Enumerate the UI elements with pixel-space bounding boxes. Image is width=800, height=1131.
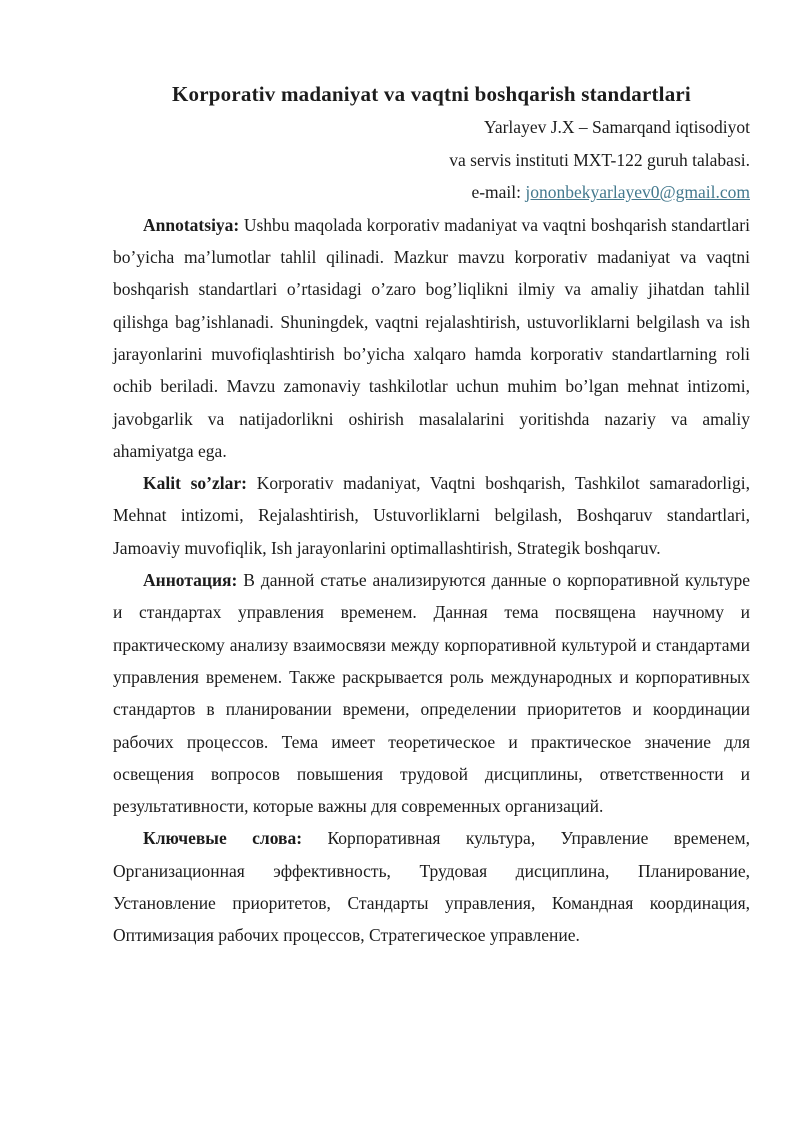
paragraph-klyuchevye-slova (113, 822, 750, 951)
paragraph-text: В данной статье анализируются данные о корпоративной культуре и стандартах управления временем. Данная тема посвящена научному и практическому анализу взаимосвязи между корпоративной культурой и стандартами управления временем. Также раскрывается роль международных и корпоративных стандартов в планировании времени, определении приоритетов и координации рабочих процессов. Тема имеет теоретическое и практическое значение для освещения вопросов повышения трудовой дисциплины, ответственности и результативности, которые важны для современных организаций. (113, 570, 750, 817)
email-label: e-mail: (471, 182, 526, 203)
paragraph-text: Корпоративная культура, Управление временем, Организационная эффективность, Трудовая дисциплина, Планирование, Установление приоритетов, Стандарты управления, Командная координация, Оптимизация рабочих процессов, Стратегическое управление. (113, 828, 750, 946)
page-title: Korporativ madaniyat va vaqtni boshqarish standartlari (172, 82, 691, 106)
paragraph-kalit-sozlar (113, 467, 750, 564)
paragraph-lead: Kalit so’zlar: (143, 473, 247, 494)
email-link[interactable]: jononbekyarlayev0@gmail.com (525, 182, 750, 203)
paragraph-annotatsiya (113, 209, 750, 467)
paragraph-text: Ushbu maqolada korporativ madaniyat va vaqtni boshqarish standartlari bo’yicha ma’lumotlar tahlil qilinadi. Mazkur mavzu korporativ madaniyat va vaqtni boshqarish standartlari o’rtasidagi o’zaro bog’liqlikni ilmiy va amaliy jihatdan tahlil qilishga bag’ishlanadi. Shuningdek, vaqtni rejalashtirish, ustuvorliklarni belgilash va ish jarayonlarini muvofiqlashtirish bo’yicha xalqaro hamda korporativ standartlarning roli ochib beriladi. Mavzu zamonaviy tashkilotlar uchun muhim bo’lgan mehnat intizomi, javobgarlik va natijadorlikni oshirish masalalarini yoritishda nazariy va amaliy ahamiyatga ega. (113, 214, 750, 461)
paragraph-lead: Аннотация: (143, 570, 238, 591)
email-line (113, 176, 750, 209)
affiliation-line: va servis instituti MXT-122 guruh talabasi. (449, 149, 750, 170)
paragraph-lead: Ключевые слова: (143, 828, 303, 849)
paragraph-text: Korporativ madaniyat, Vaqtni boshqarish, Tashkilot samaradorligi, Mehnat intizomi, Rejalashtirish, Ustuvorliklarni belgilash, Boshqaruv standartlari, Jamoaviy muvofiqlik, Ish jarayonlarini optimallashtirish, Strategik boshqaruv. (113, 473, 750, 558)
author-block (113, 111, 750, 209)
paragraph-annotaciya-ru (113, 564, 750, 822)
author-line: Yarlayev J.X – Samarqand iqtisodiyot (483, 117, 750, 137)
paragraph-lead: Annotatsiya: (143, 214, 240, 235)
